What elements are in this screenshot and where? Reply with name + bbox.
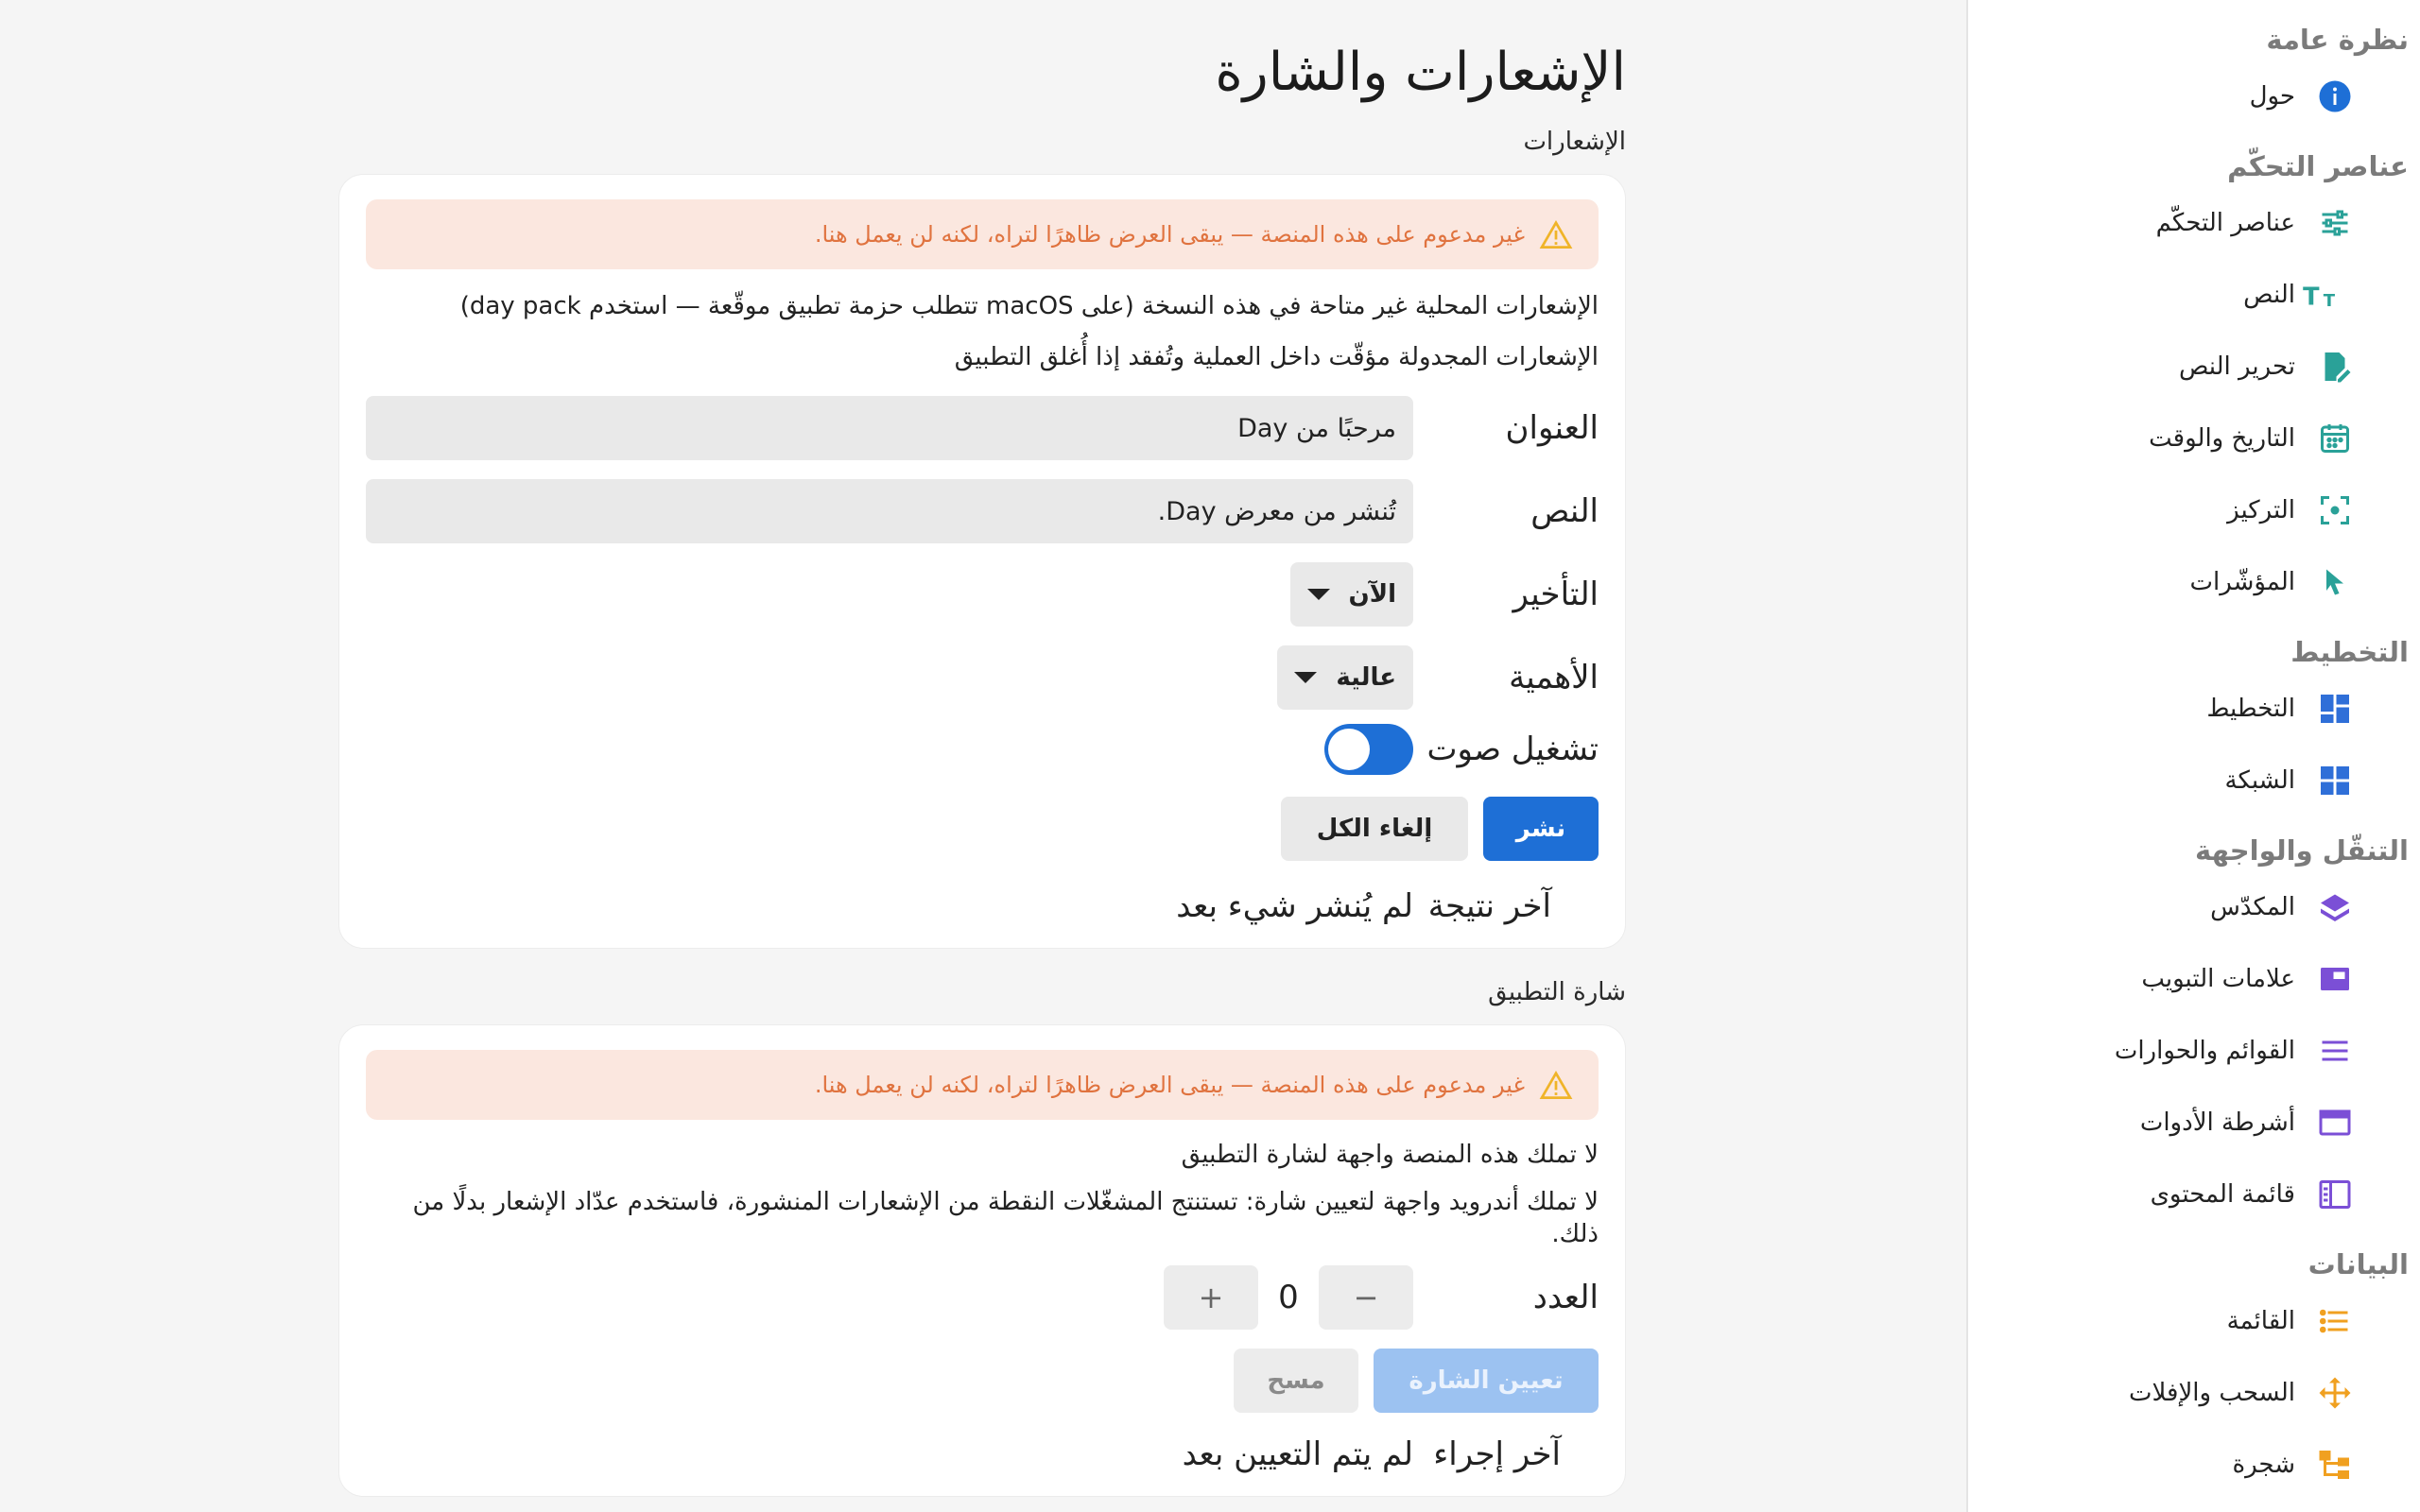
clear-badge-button[interactable]: مسح <box>1234 1349 1358 1413</box>
last-action-value: لم يتم التعيين بعد <box>1182 1435 1413 1473</box>
stack-icon <box>2316 888 2354 926</box>
warning-icon <box>1540 220 1572 249</box>
sidebar-item-focus[interactable] <box>1968 474 2420 546</box>
tabs-icon <box>2316 960 2354 998</box>
delay-value: الآن <box>1348 580 1396 609</box>
sidebar-item-label: الشبكة <box>2224 766 2295 795</box>
sound-row <box>366 723 1599 776</box>
chevron-down-icon <box>1307 589 1330 600</box>
sidebar-item-label: عناصر التحكّم <box>2155 209 2295 237</box>
last-action-row <box>366 1434 1599 1475</box>
set-badge-button[interactable]: تعيين الشارة <box>1374 1349 1599 1413</box>
layout-icon <box>2316 690 2354 728</box>
sidebar-item-layout[interactable] <box>1968 673 2420 745</box>
drag-icon <box>2316 1374 2354 1412</box>
sidebar-item-label: التاريخ والوقت <box>2149 424 2295 453</box>
last-result-row <box>366 885 1599 927</box>
sidebar-item-label: قائمة المحتوى <box>2150 1180 2295 1209</box>
sidebar-item-label: علامات التبويب <box>2141 965 2295 993</box>
sidebar-group-overview: نظرة عامة <box>2266 24 2409 56</box>
count-label: العدد <box>1532 1279 1599 1316</box>
delay-row <box>366 562 1599 627</box>
info-local-notifications: الإشعارات المحلية غير متاحة في هذه النسخة (على macOS تتطلب حزمة تطبيق موقّعة — استخدم day pack) <box>459 292 1599 320</box>
last-result-label: آخر نتيجة <box>1427 887 1551 925</box>
sound-label: تشغيل صوت <box>1426 730 1599 768</box>
svg-text:T: T <box>2303 283 2320 312</box>
sidebar-item-text[interactable] <box>1968 259 2420 331</box>
edit-document-icon <box>2316 348 2354 386</box>
priority-select[interactable] <box>1277 645 1413 710</box>
sidebar-item-tabs[interactable] <box>1968 943 2420 1015</box>
sidebar-group-data: البيانات <box>2308 1248 2409 1280</box>
body-input[interactable]: تُنشر من معرض Day. <box>366 479 1413 543</box>
sidebar-group-controls: عناصر التحكّم <box>2227 150 2409 182</box>
grid-icon <box>2316 762 2354 799</box>
body-label: النص <box>1530 492 1599 530</box>
sidebar-item-label: أشرطة الأدوات <box>2139 1108 2295 1137</box>
calendar-icon <box>2316 420 2354 457</box>
sidebar-item-list[interactable] <box>1968 1285 2420 1357</box>
sidebar-item-label: التخطيط <box>2206 695 2295 723</box>
warning-icon <box>1540 1071 1572 1099</box>
warning-text: غير مدعوم على هذه المنصة — يبقى العرض ظاهرًا لتراه، لكنه لن يعمل هنا. <box>814 221 1525 248</box>
sidebar-group-layout: التخطيط <box>2290 636 2409 668</box>
sidebar-item-label: النص <box>2243 281 2295 309</box>
sidebar-item-label: التركيز <box>2227 496 2295 524</box>
delay-label: التأخير <box>1512 576 1599 613</box>
content-list-icon <box>2316 1176 2354 1213</box>
last-result-value: لم يُنشر شيء بعد <box>1176 887 1413 925</box>
sidebar-item-drag-drop[interactable] <box>1968 1357 2420 1429</box>
increment-button[interactable]: + <box>1164 1265 1258 1330</box>
sidebar-item-about[interactable] <box>1968 60 2420 132</box>
sidebar <box>1966 0 2420 1512</box>
sidebar-item-pointers[interactable] <box>1968 546 2420 618</box>
focus-icon <box>2316 491 2354 529</box>
svg-text:T: T <box>2323 291 2335 311</box>
sidebar-item-grid[interactable] <box>1968 745 2420 816</box>
info-icon <box>2316 77 2354 115</box>
sidebar-item-toolbars[interactable] <box>1968 1087 2420 1159</box>
title-input[interactable]: مرحبًا من Day <box>366 396 1413 460</box>
sidebar-item-label: شجرة <box>2232 1451 2295 1479</box>
title-label: العنوان <box>1505 409 1599 447</box>
sidebar-item-text-editing[interactable] <box>1968 331 2420 403</box>
sidebar-item-controls[interactable] <box>1968 187 2420 259</box>
sidebar-item-label: السحب والإفلات <box>2129 1379 2295 1407</box>
unsupported-warning <box>366 199 1599 269</box>
info-scheduled-notifications: الإشعارات المجدولة مؤقّت داخل العملية وتُفقد إذا أُغلق التطبيق <box>954 343 1599 371</box>
warning-text: غير مدعوم على هذه المنصة — يبقى العرض ظاهرًا لتراه، لكنه لن يعمل هنا. <box>814 1072 1525 1098</box>
page-title: الإشعارات والشارة <box>1215 42 1626 103</box>
publish-button[interactable]: نشر <box>1483 797 1599 861</box>
sidebar-item-content-list[interactable] <box>1968 1159 2420 1230</box>
badge-actions <box>366 1349 1599 1413</box>
info-no-badge-api: لا تملك هذه المنصة واجهة لشارة التطبيق <box>1181 1141 1599 1169</box>
sidebar-item-label: المؤشّرات <box>2189 568 2295 596</box>
count-value: 0 <box>1278 1279 1299 1316</box>
sidebar-item-label: المكدّس <box>2210 893 2295 921</box>
priority-row <box>366 645 1599 710</box>
title-row <box>366 396 1599 460</box>
toolbar-icon <box>2316 1104 2354 1142</box>
tree-icon <box>2316 1446 2354 1484</box>
pointer-icon <box>2316 563 2354 601</box>
sidebar-item-label: القائمة <box>2226 1307 2295 1335</box>
chevron-down-icon <box>1294 672 1317 683</box>
notifications-section-label: الإشعارات <box>1523 128 1626 156</box>
sidebar-item-date-time[interactable] <box>1968 403 2420 474</box>
notifications-card <box>338 174 1626 949</box>
menu-icon <box>2316 1032 2354 1070</box>
text-icon <box>2303 276 2354 314</box>
sliders-icon <box>2316 204 2354 242</box>
notification-actions <box>366 797 1599 861</box>
sidebar-item-menus-dialogs[interactable] <box>1968 1015 2420 1087</box>
priority-value: عالية <box>1336 663 1396 692</box>
last-action-label: آخر إجراء <box>1433 1435 1561 1473</box>
sound-toggle[interactable] <box>1324 724 1413 775</box>
list-icon <box>2316 1302 2354 1340</box>
delay-select[interactable] <box>1290 562 1413 627</box>
sidebar-item-tree[interactable] <box>1968 1429 2420 1501</box>
toggle-knob <box>1328 729 1370 770</box>
cancel-all-button[interactable]: إلغاء الكل <box>1281 797 1468 861</box>
priority-label: الأهمية <box>1509 659 1599 696</box>
sidebar-item-stack[interactable] <box>1968 871 2420 943</box>
sidebar-item-label: حول <box>2249 82 2295 111</box>
badge-section-label: شارة التطبيق <box>1488 978 1626 1006</box>
sidebar-item-label: تحرير النص <box>2178 352 2295 381</box>
decrement-button[interactable]: − <box>1319 1265 1413 1330</box>
body-row <box>366 479 1599 543</box>
unsupported-warning <box>366 1050 1599 1120</box>
count-row <box>366 1265 1599 1330</box>
info-android-badge: لا تملك أندرويد واجهة لتعيين شارة: تستنتج المشغّلات النقطة من الإشعارات المنشورة، فاستخدم عدّاد الإشعار بدلًا من ذلك. <box>412 1188 1599 1248</box>
sidebar-group-navigation: التنقّل والواجهة <box>2195 834 2409 867</box>
main-content <box>338 0 1626 1497</box>
sidebar-item-label: القوائم والحوارات <box>2114 1037 2295 1065</box>
badge-card <box>338 1024 1626 1497</box>
